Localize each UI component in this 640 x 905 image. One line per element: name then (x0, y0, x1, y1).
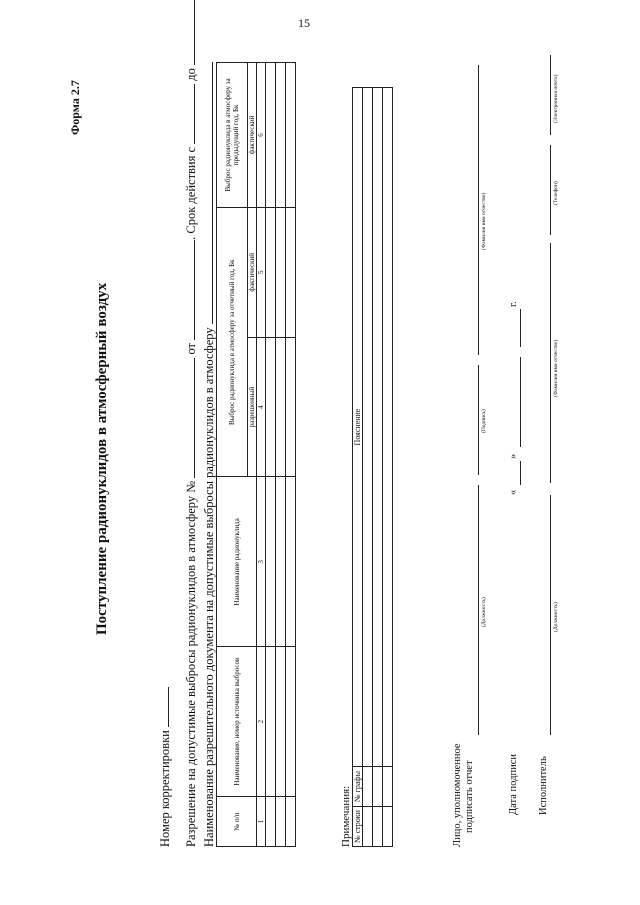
main-table-header-row (217, 63, 248, 847)
permit-validity-label: . Срок действия с (184, 146, 198, 240)
table-row (363, 88, 373, 847)
table-cell[interactable] (286, 207, 296, 337)
date-year-suffix: г. (508, 301, 519, 307)
phone-field[interactable] (550, 145, 551, 235)
main-table (216, 62, 296, 847)
column-number: 5 (257, 207, 266, 337)
notes-table (352, 87, 393, 847)
table-cell[interactable] (266, 207, 276, 337)
table-cell[interactable] (363, 88, 373, 767)
main-table-number-row (257, 63, 266, 847)
notes-label: Примечания: (340, 785, 352, 847)
permit-doc-row (200, 62, 217, 847)
table-row (383, 88, 393, 847)
position-caption: (Должность) (481, 597, 487, 627)
permit-row (182, 0, 199, 847)
table-cell[interactable] (286, 337, 296, 477)
date-year-field[interactable] (520, 309, 521, 347)
email-field[interactable] (550, 55, 551, 135)
position-field[interactable] (478, 485, 479, 735)
notes-header-row (353, 88, 363, 847)
authorized-name-field[interactable] (478, 65, 479, 355)
executor-position-field[interactable] (550, 495, 551, 735)
date-month-field[interactable] (520, 357, 521, 447)
table-row (373, 88, 383, 847)
permit-from-label: от (184, 342, 198, 355)
header-col-previous-year: Выброс радионуклида в атмосферу за предыдущий год, Бк (217, 63, 248, 208)
executor-label: Исполнитель (538, 756, 549, 815)
table-cell[interactable] (286, 63, 296, 208)
header-col-radionuclide: Наименование радионуклида (217, 477, 257, 647)
table-row (266, 63, 276, 847)
correction-number-label: Номер корректировки (158, 730, 172, 847)
table-row (286, 63, 296, 847)
header-previous-actual: фактический (248, 63, 257, 208)
date-open-quote: « (508, 489, 519, 495)
column-number: 2 (257, 647, 266, 797)
table-row (276, 63, 286, 847)
signature-field[interactable] (478, 365, 479, 475)
column-number: 1 (257, 797, 266, 847)
table-cell[interactable] (276, 477, 286, 647)
correction-number-row (156, 687, 173, 847)
table-cell[interactable] (286, 477, 296, 647)
table-cell[interactable] (286, 647, 296, 797)
executor-position-caption: (Должность) (553, 602, 559, 632)
page-number: 15 (298, 16, 310, 30)
column-number: 4 (257, 337, 266, 477)
permit-label: Разрешение на допустимые выбросы радионуклидов в атмосферу № (184, 480, 198, 847)
notes-header-explanation: Пояснение (353, 88, 363, 767)
table-cell[interactable] (266, 477, 276, 647)
authorized-person-line1: Лицо, уполномоченное (452, 743, 463, 847)
phone-caption: (Телефон) (553, 181, 559, 205)
executor-name-field[interactable] (550, 243, 551, 483)
authorized-person-label (452, 743, 476, 847)
notes-header-row-number: № строки (353, 807, 363, 847)
date-label: Дата подписи (508, 754, 519, 815)
permit-number-field[interactable] (182, 358, 195, 478)
column-number: 6 (257, 63, 266, 208)
email-caption: (Электронная почта) (553, 74, 559, 123)
validity-to-label: до (184, 68, 198, 81)
form-title: Поступление радионуклидов в атмосферный воздух (94, 282, 110, 635)
table-cell[interactable] (286, 797, 296, 847)
authorized-person-line2: подписать отчет (464, 760, 475, 833)
column-number: 3 (257, 477, 266, 647)
table-cell[interactable] (266, 63, 276, 208)
permit-date-field[interactable] (182, 240, 195, 340)
validity-from-field[interactable] (182, 84, 195, 144)
form-2-7 (50, 35, 620, 875)
permit-doc-field[interactable] (200, 62, 213, 324)
header-col-reporting-year: Выброс радионуклида в атмосферу за отчетный год, Бк (217, 207, 248, 477)
table-cell[interactable] (373, 767, 383, 807)
table-cell[interactable] (363, 767, 373, 807)
table-cell[interactable] (276, 207, 286, 337)
table-cell[interactable] (383, 88, 393, 767)
name-caption: (Фамилия имя отчество) (481, 192, 487, 250)
header-col-source: Наименование, номер источника выбросов (217, 647, 257, 797)
table-cell[interactable] (276, 647, 286, 797)
date-day-field[interactable] (520, 461, 521, 485)
permit-doc-label: Наименование разрешительного документа на допустимые выбросы радионуклидов в атмосферу (202, 327, 216, 847)
table-cell[interactable] (266, 797, 276, 847)
signature-caption: (Подпись) (481, 409, 487, 433)
header-actual: фактический (248, 207, 257, 337)
date-close-quote: » (508, 453, 519, 459)
table-cell[interactable] (266, 337, 276, 477)
correction-number-field[interactable] (156, 687, 169, 727)
table-cell[interactable] (276, 63, 286, 208)
table-cell[interactable] (363, 807, 373, 847)
table-cell[interactable] (276, 797, 286, 847)
table-cell[interactable] (276, 337, 286, 477)
table-cell[interactable] (373, 807, 383, 847)
executor-name-caption: (Фамилия имя отчество) (553, 339, 559, 397)
form-label: Форма 2.7 (68, 80, 82, 135)
validity-to-field[interactable] (182, 0, 195, 65)
table-cell[interactable] (373, 88, 383, 767)
table-cell[interactable] (383, 767, 393, 807)
header-col-number: № п/п (217, 797, 257, 847)
header-permitted: разрешенный (248, 337, 257, 477)
notes-header-column-number: № графы (353, 767, 363, 807)
table-cell[interactable] (266, 647, 276, 797)
table-cell[interactable] (383, 807, 393, 847)
